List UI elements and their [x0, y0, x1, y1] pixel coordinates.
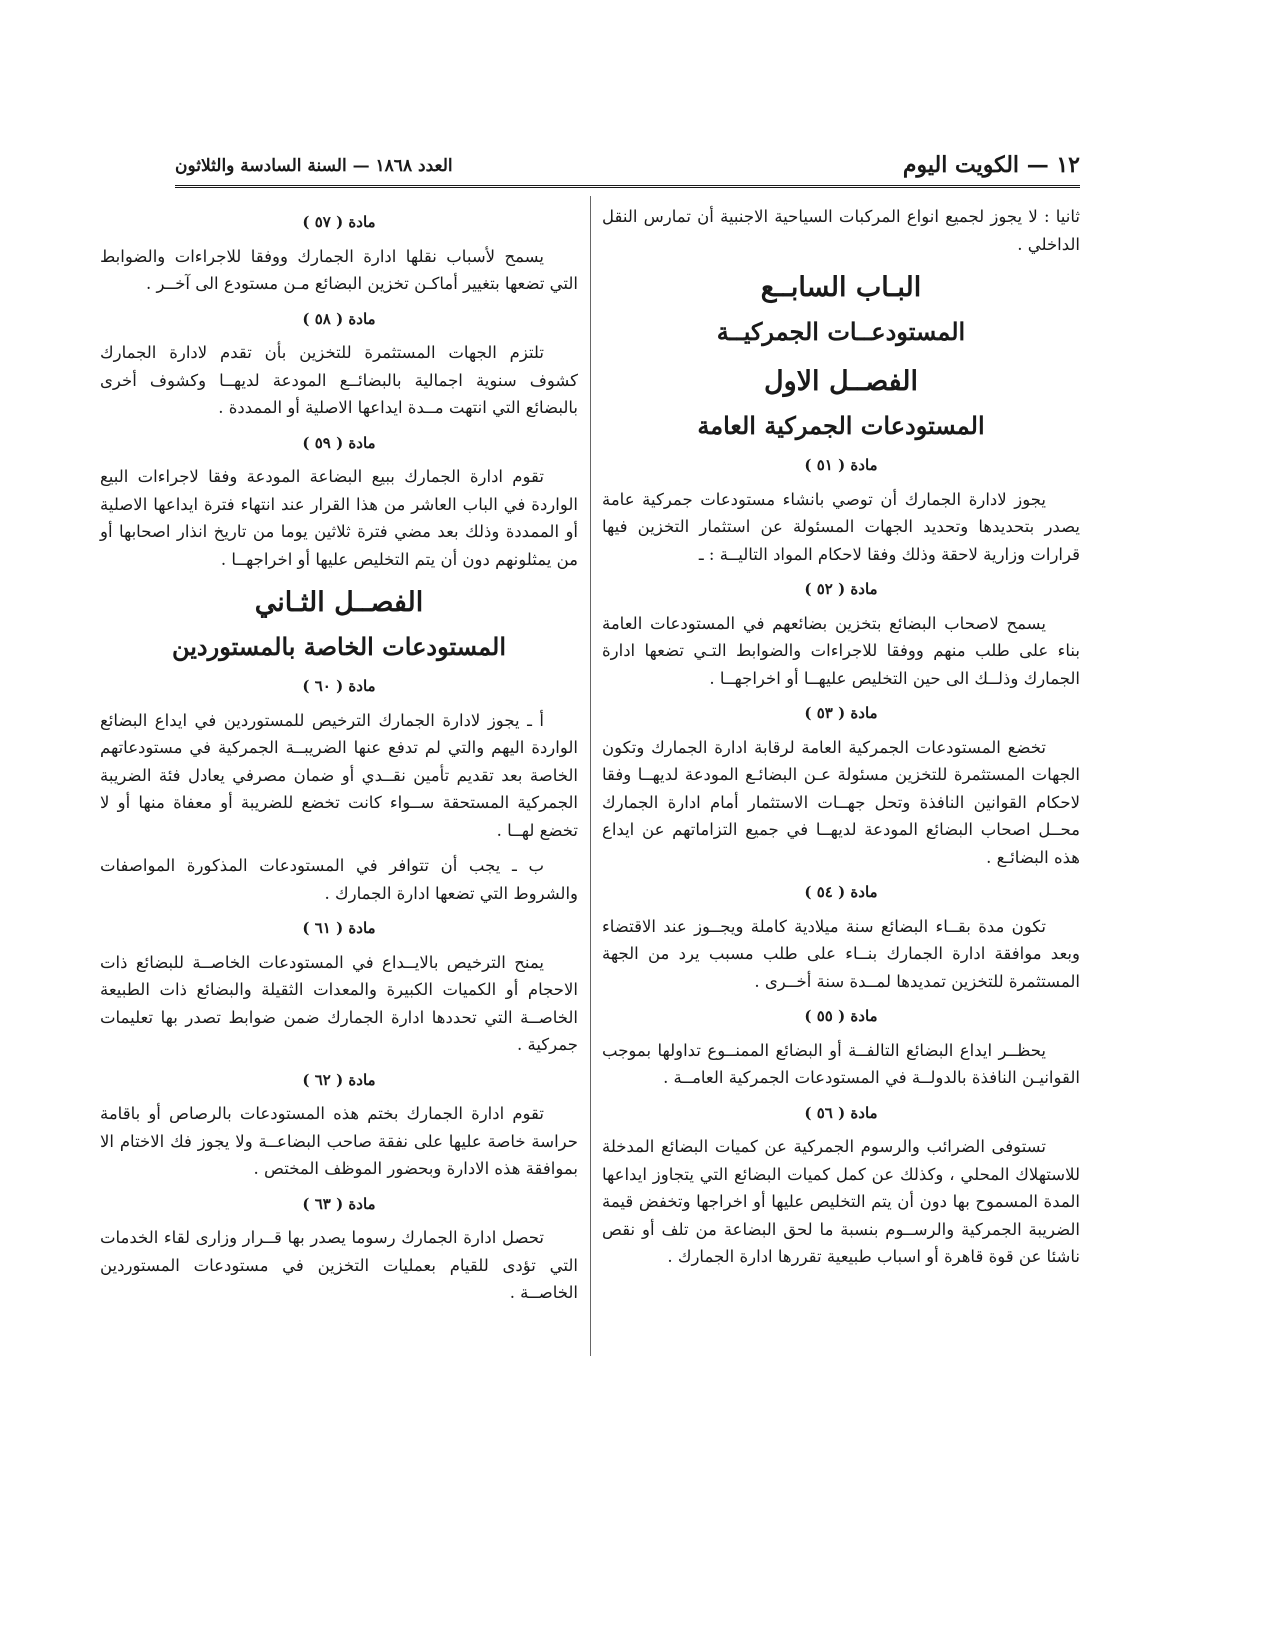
issue-label: العدد ١٨٦٨ — السنة السادسة والثلاثون [175, 156, 453, 176]
header-rule [175, 185, 1080, 188]
article-text: تستوفى الضرائب والرسوم الجمركية عن كميات البضائع المدخلة للاستهلاك المحلي ، وكذلك عن كمل كميات البضائع التي يتجاوز ايداعها المدة المسموح بها دون أن يتم التخليص عليها أو اخراجها وتخفض قيمة الضريبة الجمركية والرســوم بنسبة ما لحق البضاعة من تلف أو نقص ناشئا عن قوة قاهرة أو اسباب طبيعية تقررها ادارة الجمارك . [602, 1137, 1080, 1266]
article-text: يحظــر ايداع البضائع التالفــة أو البضائع الممنــوع تداولها بموجب القوانيـن النافذة بالدولــة في المستودعات الجمركية العامــة . [602, 1040, 1080, 1087]
article-heading: مادة ( ٥٢ ) [804, 580, 878, 598]
right-column [602, 203, 1080, 1279]
article-text: تكون مدة بقــاء البضائع سنة ميلادية كاملة ويجــوز عند الاقتضاء وبعد موافقة ادارة الجمارك بنــاء على طلب مسبب يرد من الجهة المستثمرة للتخزين تمديدها لمــدة سنة أخــرى . [602, 916, 1080, 991]
article-text: تحصل ادارة الجمارك رسوما يصدر بها قــرار وزارى لقاء الخدمات التي تؤدى للقيام بعمليات التخزين في مستودعات المستوردين الخاصــة . [100, 1228, 578, 1302]
article-text: يسمح لاصحاب البضائع بتخزين بضائعهم في المستودعات العامة بناء على طلب منهم ووفقا للاجراءات والضوابط التـي تضعها ادارة الجمارك وذلــك الى حين التخليص عليهــا أو اخراجهــا . [602, 613, 1080, 688]
article-text: تلتزم الجهات المستثمرة للتخزين بأن تقدم لادارة الجمارك كشوف سنوية اجمالية بالبضائــع المودعة لديهــا وكشوف أخرى بالبضائع التي انتهت مــدة ايداعها الاصلية أو الممددة . [100, 343, 578, 417]
column-divider [590, 196, 591, 1356]
chapter-title: الفصــل الثـاني [254, 587, 424, 618]
article-text: يمنح الترخيص بالايــداع في المستودعات الخاصــة للبضائع ذات الاحجام أو الكميات الكبيرة والمعدات الثقيلة والبضائع ذات الطبيعة الخاصــة التي تحددها ادارة الجمارك ضمن ضوابط تصدر بها تعليمات جمركية . [100, 952, 578, 1054]
article-heading: مادة ( ٥٤ ) [804, 883, 878, 901]
article-text: تخضع المستودعات الجمركية العامة لرقابة ادارة الجمارك وتكون الجهات المستثمرة للتخزين مسئولة عـن البضائـع المودعة لديهــا وفقا لاحكام القوانين النافذة وتحل جهــات الاستثمار أمام ادارة الجمارك محــل اصحاب البضائع المودعة لديهــا في جميع التزاماتهم عن ايداع هذه البضائـع . [602, 737, 1080, 867]
article-text: تقوم ادارة الجمارك ببيع البضاعة المودعة وفقا لاجراءات البيع الواردة في الباب العاشر من هذا القرار عند انتهاء فترة ايداعها الاصلية أو الممددة وذلك بعد مضي فترة ثلاثين يوما من تاريخ انذار اصحابها أو من يمثلونهم دون أن يتم التخليص عليها أو اخراجهــا . [100, 467, 578, 569]
article-heading: مادة ( ٦٣ ) [302, 1194, 376, 1213]
article-heading: مادة ( ٦٢ ) [302, 1070, 376, 1089]
article-heading: مادة ( ٥١ ) [804, 456, 878, 474]
article-heading: مادة ( ٥٦ ) [804, 1103, 878, 1122]
chapter-title: الفصــل الاول [763, 366, 919, 397]
article-heading: مادة ( ٥٥ ) [804, 1007, 878, 1025]
left-column [100, 203, 578, 1315]
article-text: تقوم ادارة الجمارك بختم هذه المستودعات بالرصاص أو باقامة حراسة خاصة عليها على نفقة صاحب البضاعــة ولا يجوز فك الاختام الا بموافقة هذه الادارة وبحضور الموظف المختص . [100, 1104, 578, 1178]
page-number-and-newspaper: ١٢ — الكويت اليوم [902, 152, 1080, 178]
article-text: يسمح لأسباب نقلها ادارة الجمارك ووفقا للاجراءات والضوابط التي تضعها بتغيير أماكـن تخزين البضائع مـن مستودع الى آخــر . [100, 246, 578, 293]
part-subtitle: المستودعــات الجمركيــة [716, 317, 966, 346]
intro-paragraph: ثانيا : لا يجوز لجميع انواع المركبات السياحية الاجنبية أن تمارس النقل الداخلي . [602, 207, 1080, 254]
article-text: أ ـ يجوز لادارة الجمارك الترخيص للمستوردين في ايداع البضائع الواردة اليهم والتي لم تدفع عنها الضريبــة الجمركية في مستودعاتهم الخاصة بعد تقديم تأمين نقــدي أو ضمان مصرفي يعادل فئة الضريبة الجمركية المستحقة ســواء كانت تخضع للضريبة أو معفاة منها أو لا تخضع لهــا . [100, 710, 578, 840]
chapter-subtitle: المستودعات الجمركية العامة [697, 411, 985, 440]
chapter-subtitle: المستودعات الخاصة بالمستوردين [171, 632, 507, 661]
article-heading: مادة ( ٦١ ) [302, 919, 376, 937]
article-heading: مادة ( ٥٨ ) [302, 309, 376, 328]
article-heading: مادة ( ٥٧ ) [302, 213, 376, 231]
article-heading: مادة ( ٥٩ ) [302, 433, 376, 452]
article-heading: مادة ( ٥٣ ) [804, 704, 878, 722]
article-heading: مادة ( ٦٠ ) [302, 677, 376, 695]
part-title: البـاب السابــع [760, 272, 922, 303]
article-text: ب ـ يجب أن تتوافر في المستودعات المذكورة المواصفات والشروط التي تضعها ادارة الجمارك . [100, 856, 578, 903]
page-header [175, 152, 1080, 186]
article-text: يجوز لادارة الجمارك أن توصي بانشاء مستودعات جمركية عامة يصدر بتحديدها وتحديد الجهات المسئولة عن استثمار التخزين فيها قرارات وزارية لاحقة وذلك وفقا لاحكام المواد التاليــة : ـ [602, 489, 1080, 564]
